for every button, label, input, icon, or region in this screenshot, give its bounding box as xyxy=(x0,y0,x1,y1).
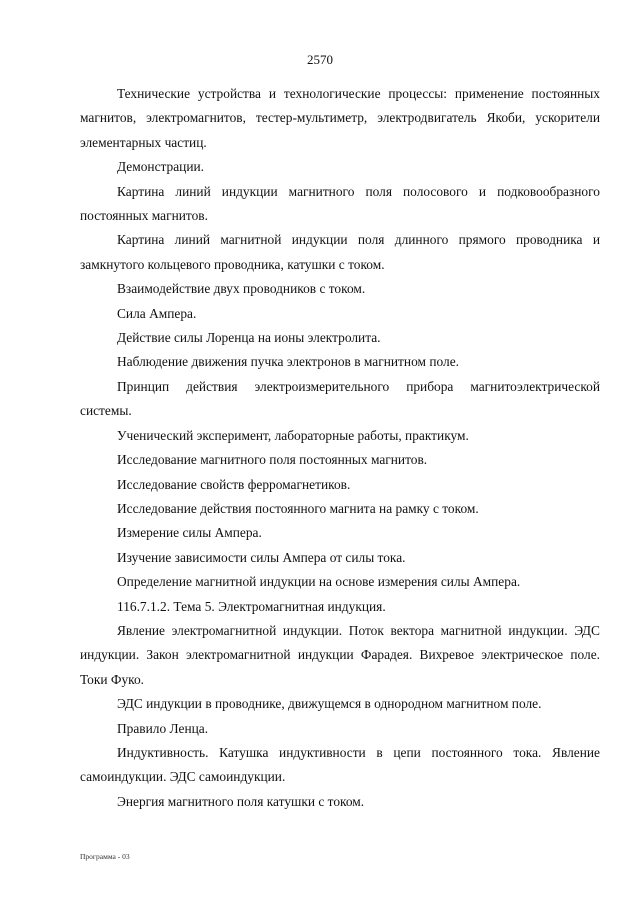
paragraph-ferromagnets-study: Исследование свойств ферромагнетиков. xyxy=(117,476,351,492)
body-text xyxy=(80,82,600,814)
paragraph-electromagnetic-induction: Явление электромагнитной индукции. Поток вектора магнитной индукции. ЭДС индукции. Закон электромагнитной индукции Фарадея. Вихревое электрическое поле. Токи Фуко. xyxy=(80,622,600,687)
paragraph-ampere-force: Сила Ампера. xyxy=(117,305,197,321)
paragraph-experiment-heading: Ученический эксперимент, лабораторные работы, практикум. xyxy=(117,427,469,443)
paragraph-magnet-on-frame: Исследование действия постоянного магнита на рамку с током. xyxy=(117,500,479,516)
section-heading-topic-5: 116.7.1.2. Тема 5. Электромагнитная индукция. xyxy=(117,598,386,614)
page-footer: Программа - 03 xyxy=(80,852,130,861)
paragraph-two-conductors: Взаимодействие двух проводников с током. xyxy=(117,281,366,297)
paragraph-permanent-magnets-study: Исследование магнитного поля постоянных магнитов. xyxy=(117,452,428,468)
paragraph-ampere-measurement: Измерение силы Ампера. xyxy=(117,525,262,541)
paragraph-technical-devices: Технические устройства и технологические процессы: применение постоянных магнитов, электромагнитов, тестер-мультиметр, электродвигатель Якоби, ускорители элементарных частиц. xyxy=(80,86,600,150)
page-number: 2570 xyxy=(307,52,333,67)
paragraph-straight-and-ring-conductor: Картина линий магнитной индукции поля длинного прямого проводника и замкнутого кольцевого проводника, катушки с током. xyxy=(80,232,600,272)
paragraph-demonstrations-heading: Демонстрации. xyxy=(117,159,205,175)
paragraph-bar-horseshoe-magnets: Картина линий индукции магнитного поля полосового и подковообразного постоянных магнитов. xyxy=(80,183,600,224)
paragraph-inductance: Индуктивность. Катушка индуктивности в цепи постоянного тока. Явление самоиндукции. ЭДС самоиндукции. xyxy=(80,744,600,785)
paragraph-coil-energy: Энергия магнитного поля катушки с током. xyxy=(117,793,365,809)
paragraph-lenz-rule: Правило Ленца. xyxy=(117,720,209,736)
paragraph-ampere-vs-current: Изучение зависимости силы Ампера от силы тока. xyxy=(117,549,406,565)
paragraph-emf-moving-conductor: ЭДС индукции в проводнике, движущемся в однородном магнитном поле. xyxy=(117,696,542,712)
paragraph-electron-beam: Наблюдение движения пучка электронов в магнитном поле. xyxy=(117,354,459,370)
paragraph-magnetic-induction-determination: Определение магнитной индукции на основе измерения силы Ампера. xyxy=(117,574,521,590)
paragraph-measuring-instrument: Принцип действия электроизмерительного прибора магнитоэлектрической системы. xyxy=(80,378,600,419)
paragraph-lorentz-force: Действие силы Лоренца на ионы электролита. xyxy=(117,330,381,346)
